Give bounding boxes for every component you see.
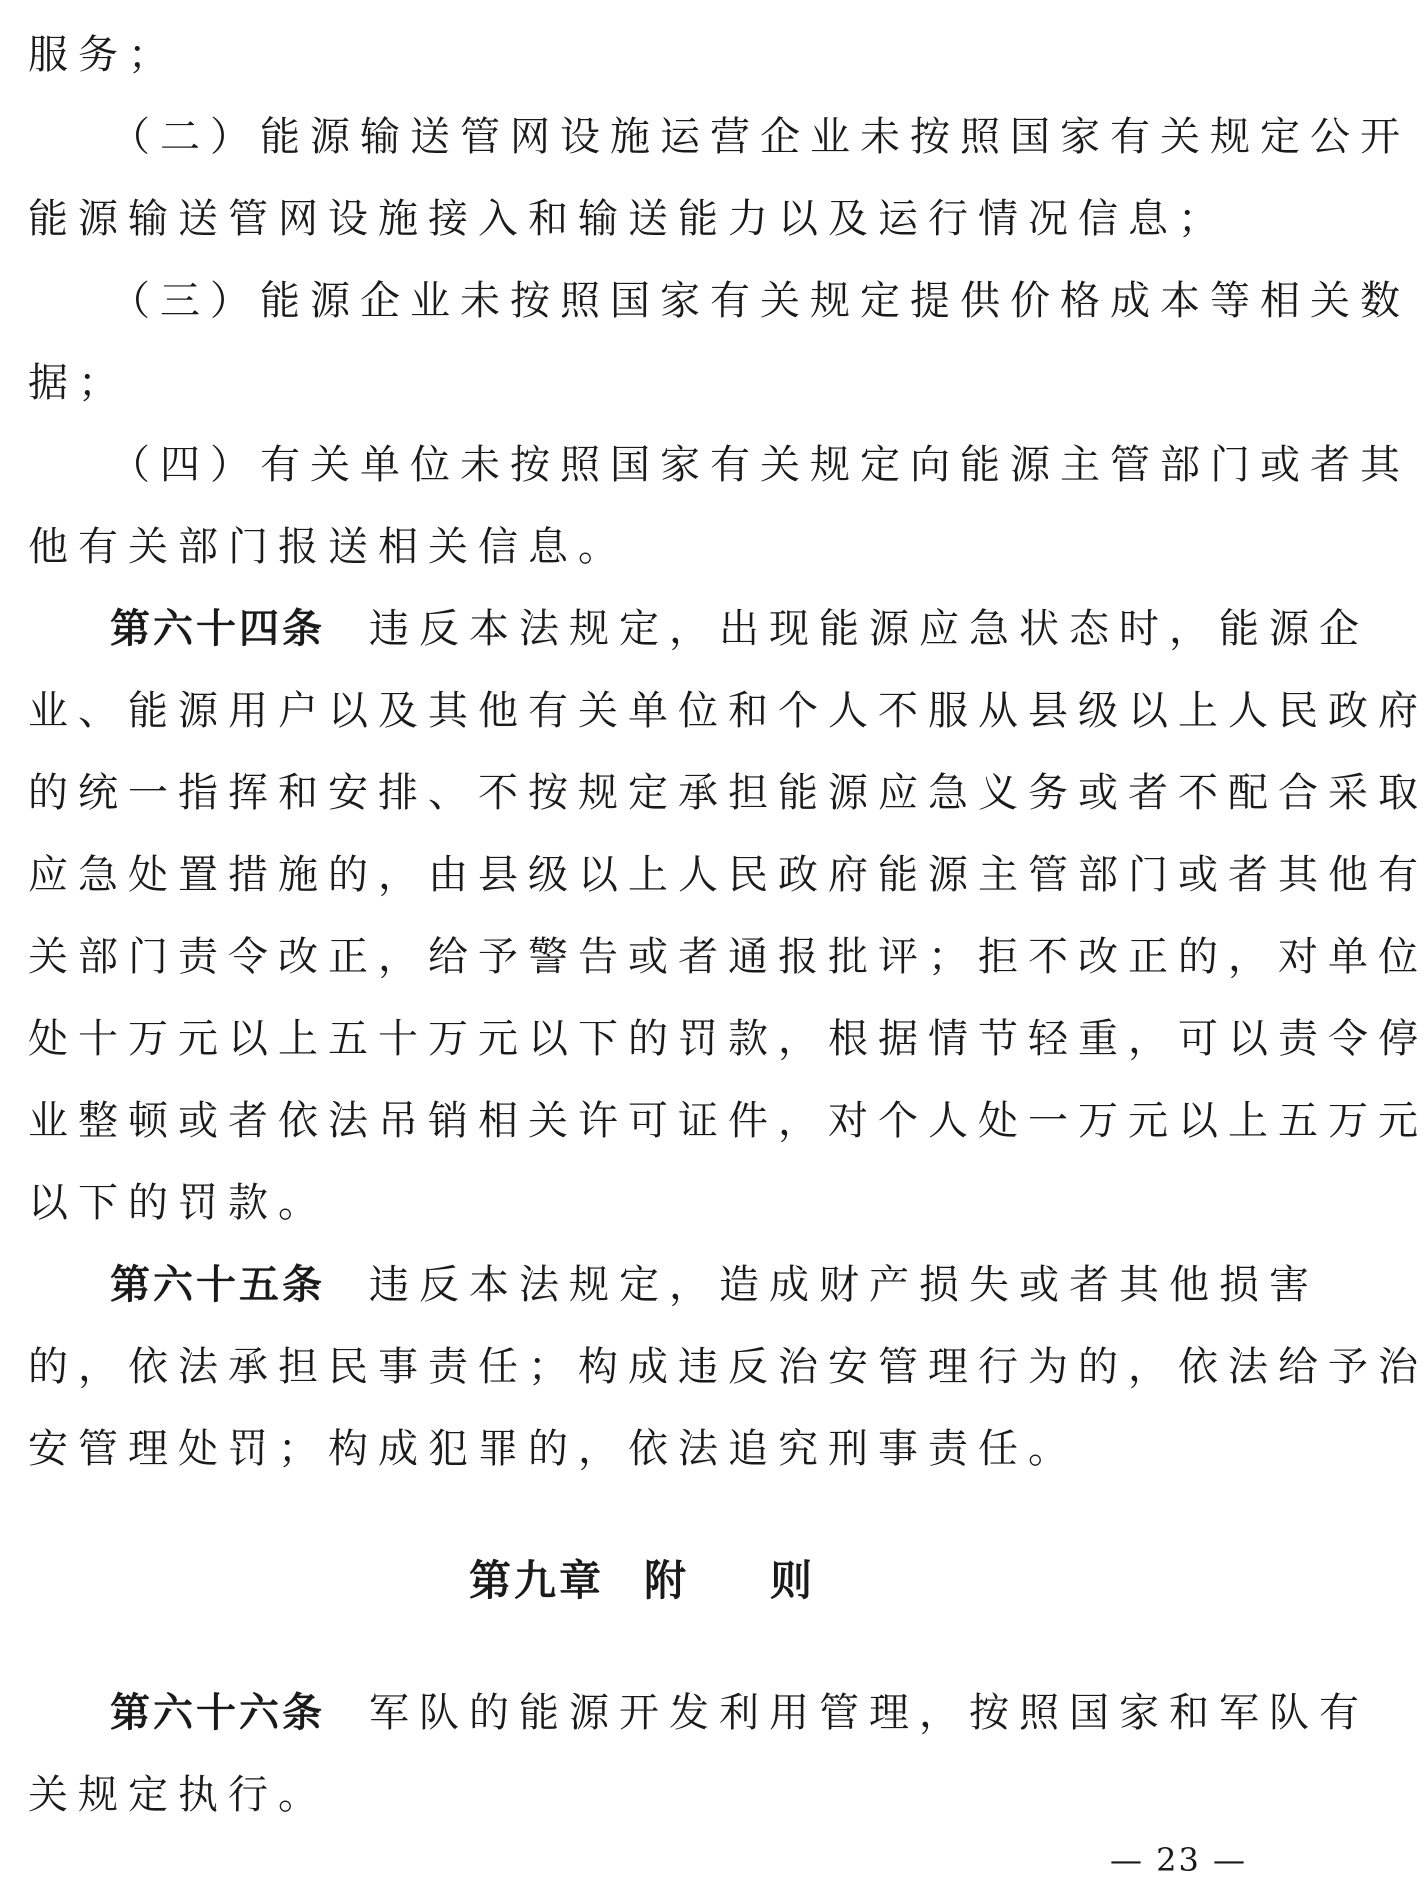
chapter-number: 第九章 (468, 1556, 604, 1605)
article-65-heading: 第六十五条 (110, 1261, 325, 1308)
text-line: （四）有关单位未按照国家有关规定向能源主管部门或者其 (110, 442, 1410, 488)
spacer (28, 1490, 1253, 1540)
text-line: 业、能源用户以及其他有关单位和个人不服从县级以上人民政府 (28, 688, 1428, 734)
article-65-text: 违反本法规定，造成财产损失或者其他损害 (369, 1262, 1319, 1308)
chapter-heading (28, 1540, 1253, 1622)
text-line: 能源输送管网设施接入和输送能力以及运行情况信息； (28, 196, 1228, 242)
text-line: 以下的罚款。 (28, 1180, 328, 1226)
text-line: 关规定执行。 (28, 1772, 328, 1818)
article-66-heading: 第六十六条 (110, 1689, 325, 1736)
text-line: 他有关部门报送相关信息。 (28, 524, 628, 570)
text-line: 关部门责令改正，给予警告或者通报批评；拒不改正的，对单位 (28, 934, 1428, 980)
text-line: 据； (28, 360, 128, 406)
chapter-title-part-2: 则 (770, 1556, 813, 1605)
article-66-text: 军队的能源开发利用管理，按照国家和军队有 (369, 1690, 1369, 1736)
text-line: （三）能源企业未按照国家有关规定提供价格成本等相关数 (110, 278, 1410, 324)
article-64-text: 违反本法规定，出现能源应急状态时，能源企 (369, 606, 1369, 652)
article-66-first-line (28, 1672, 1369, 1754)
spacer (28, 1622, 1253, 1672)
text-line: 服务； (28, 32, 178, 78)
text-line: 的统一指挥和安排、不按规定承担能源应急义务或者不配合采取 (28, 770, 1428, 816)
text-line: 的，依法承担民事责任；构成违反治安管理行为的，依法给予治 (28, 1344, 1428, 1390)
text-line: 处十万元以上五十万元以下的罚款，根据情节轻重，可以责令停 (28, 1016, 1428, 1062)
text-line: 安管理处罚；构成犯罪的，依法追究刑事责任。 (28, 1426, 1078, 1472)
text-line: 业整顿或者依法吊销相关许可证件，对个人处一万元以上五万元 (28, 1098, 1428, 1144)
text-line: 应急处置措施的，由县级以上人民政府能源主管部门或者其他有 (28, 852, 1428, 898)
article-65-first-line (28, 1244, 1319, 1326)
article-64-first-line (28, 588, 1369, 670)
page-number: — 23 — (1109, 1841, 1247, 1879)
text-line: （二）能源输送管网设施运营企业未按照国家有关规定公开 (110, 114, 1410, 160)
document-body (28, 14, 1428, 1836)
chapter-title-part-1: 附 (643, 1556, 686, 1605)
article-64-heading: 第六十四条 (110, 605, 325, 652)
